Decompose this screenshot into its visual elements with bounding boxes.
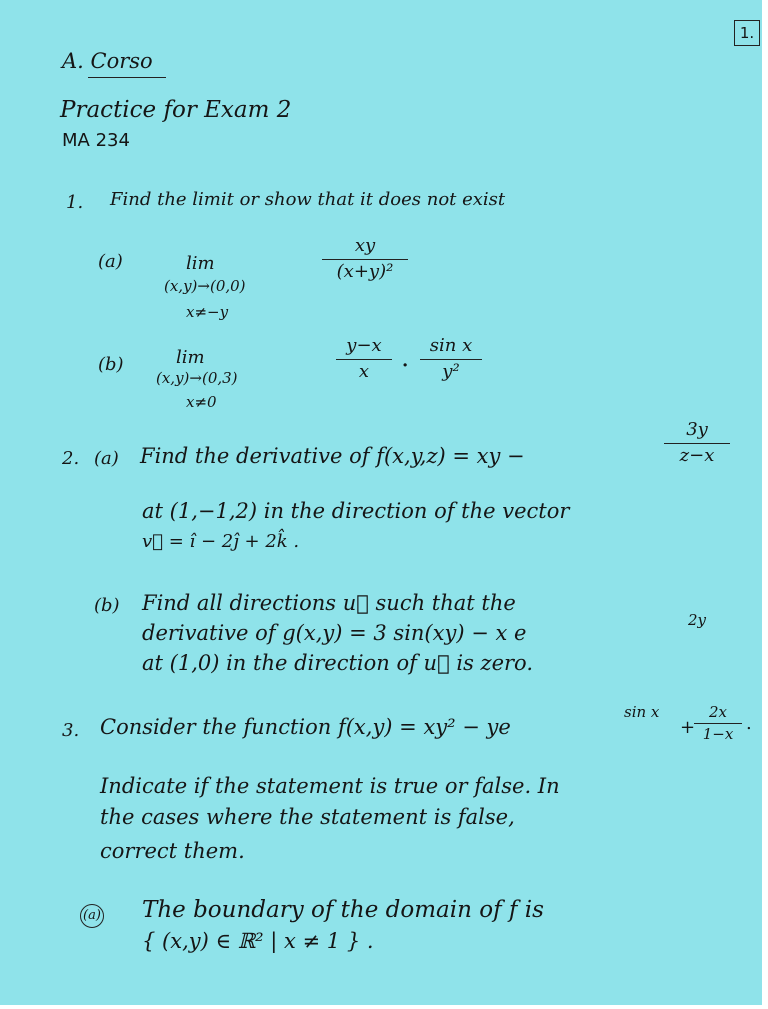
page-title: Practice for Exam 2 — [60, 97, 292, 123]
course-code: MA 234 — [62, 130, 130, 151]
problem-3-number: 3. — [62, 720, 80, 741]
problem-1a-approach: (x,y)→(0,0) — [164, 277, 246, 295]
problem-2b-line-1: Find all directions u⃗ such that the — [142, 591, 516, 615]
problem-2a-frac-numerator: 3y — [686, 419, 708, 440]
fraction-bar — [336, 359, 392, 360]
problem-3-frac-numerator: 2x — [708, 703, 727, 721]
problem-2b-label: (b) — [94, 595, 120, 616]
problem-1a-numerator: xy — [354, 235, 376, 256]
problem-1b-approach: (x,y)→(0,3) — [156, 369, 238, 387]
problem-2b-line-3: at (1,0) in the direction of u⃗ is zero. — [142, 651, 534, 675]
problem-2-number: 2. — [62, 448, 80, 469]
author-underline — [88, 77, 166, 78]
problem-1b-condition: x≠0 — [186, 393, 217, 411]
problem-3a-label: (a) — [80, 904, 104, 928]
problem-2a-text: Find the derivative of f(x,y,z) = xy − — [140, 444, 525, 468]
problem-1-number: 1. — [66, 192, 84, 213]
problem-2b-line-2: derivative of g(x,y) = 3 sin(xy) − x e — [142, 621, 527, 645]
problem-1a-lim: lim — [186, 253, 215, 274]
problem-3-frac-denominator: 1−x — [702, 725, 734, 744]
problem-1b-lim: lim — [176, 347, 205, 368]
problem-1a-label: (a) — [98, 251, 123, 272]
problem-1b-frac1-numerator: y−x — [346, 335, 382, 356]
fraction-bar — [420, 359, 482, 360]
problem-1b-frac1-denominator: x — [358, 360, 370, 382]
problem-2b-exponent: 2y — [688, 611, 707, 629]
problem-1b-label: (b) — [98, 354, 124, 375]
problem-1b-fraction-2 — [420, 336, 482, 382]
problem-2a-label: (a) — [94, 448, 119, 469]
problem-3-instructions-1: Indicate if the statement is true or false. In — [100, 774, 560, 798]
problem-3-instructions-2: the cases where the statement is false, — [100, 805, 515, 829]
problem-3-end-dot: . — [746, 713, 752, 734]
problem-1a-condition: x≠−y — [186, 303, 229, 321]
problem-3a-line-2: { (x,y) ∈ ℝ² | x ≠ 1 } . — [142, 929, 374, 953]
problem-3-fraction — [694, 704, 742, 744]
problem-2a-line-3: v⃗ = î − 2ĵ + 2k̂ . — [142, 531, 300, 552]
problem-2a-line-2: at (1,−1,2) in the direction of the vector — [142, 499, 570, 523]
problem-3a-line-1: The boundary of the domain of f is — [142, 897, 544, 923]
problem-1b-dot: · — [402, 355, 409, 376]
page-number-box: 1. — [734, 20, 760, 46]
problem-1-prompt: Find the limit or show that it does not exist — [110, 189, 506, 210]
problem-1b-frac2-numerator: sin x — [429, 335, 473, 356]
problem-3-exponent: sin x — [624, 703, 660, 721]
problem-1b-frac2-denominator: y² — [442, 360, 460, 382]
author-name: A. Corso — [62, 49, 153, 73]
problem-1a-fraction — [322, 236, 408, 282]
fraction-bar — [694, 723, 742, 724]
problem-1b-fraction-1 — [336, 336, 392, 382]
problem-3-instructions-3: correct them. — [100, 839, 245, 863]
fraction-bar — [322, 259, 408, 260]
fraction-bar — [664, 443, 730, 444]
problem-2a-frac-denominator: z−x — [679, 444, 715, 466]
problem-3-text: Consider the function f(x,y) = xy² − ye — [100, 715, 511, 739]
problem-2a-fraction — [664, 420, 730, 466]
problem-3-plus: + — [680, 717, 696, 738]
problem-1a-denominator: (x+y)² — [336, 260, 394, 282]
